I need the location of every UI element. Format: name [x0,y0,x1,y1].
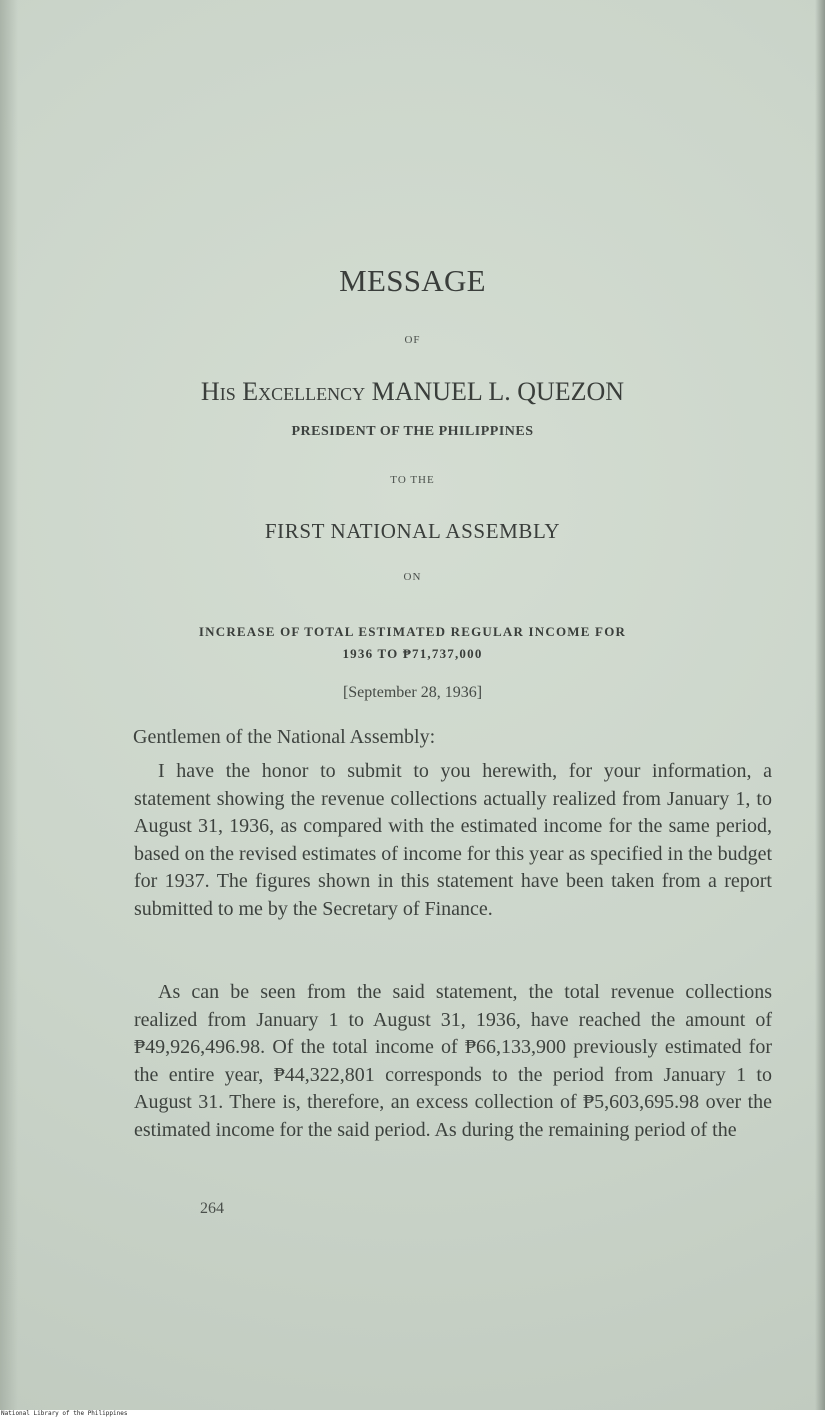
president-name: MANUEL L. QUEZON [371,377,625,406]
to-the-label: TO THE [390,474,435,486]
body-paragraph-2: As can be seen from the said statement, the total revenue collections realized from January 1 to August 31, 1936, have reached the amount of ₱49,926,496.98. Of the total income of ₱66,133,900 previously estimated for the entire year, ₱44,322,801 corresponds to the period from January 1 to August 31. There is, therefore, an excess collection of ₱5,603,695.98 over the estimated income for the said period. As during the remaining period of the [134,981,772,1141]
message-date: [September 28, 1936] [342,684,483,701]
salutation: Gentlemen of the National Assembly: [133,726,436,748]
assembly-heading: FIRST NATIONAL ASSEMBLY [264,519,561,543]
page-left-shadow [0,0,18,1410]
subject-line-2: 1936 TO ₱71,737,000 [342,646,483,661]
page-number: 264 [200,1200,224,1217]
page-right-shadow [815,0,825,1410]
on-label: ON [403,571,422,583]
document-title: MESSAGE [339,263,486,298]
footer-credit: National Library of the Philippines [0,1410,825,1418]
of-label: OF [404,334,421,346]
subject-heading [0,621,825,665]
addressee-line [0,377,825,407]
honorific: His Excellency [200,377,366,406]
body-paragraph-1: I have the honor to submit to you herewith, for your information, a statement showing the revenue collections actually realized from January 1, to August 31, 1936, as compared with the estimated income for the same period, based on the revised estimates of income for this year as specified in the budget for 1937. The figures shown in this statement have been taken from a report submitted to me by the Secretary of Finance. [134,760,772,920]
president-title: PRESIDENT OF THE PHILIPPINES [291,424,534,439]
subject-line-1: INCREASE OF TOTAL ESTIMATED REGULAR INCOME FOR [198,624,627,639]
